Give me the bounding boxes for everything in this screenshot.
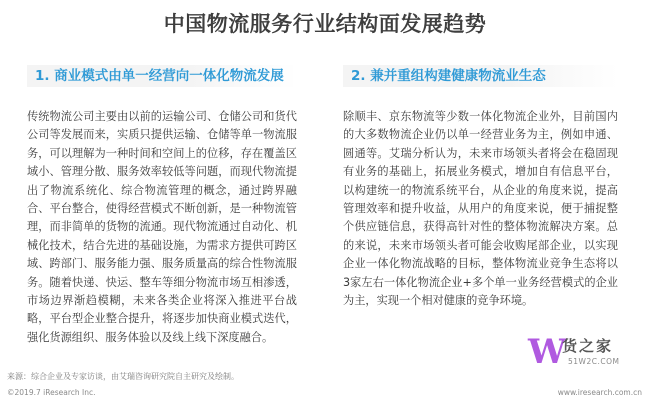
source-note: 来源：综合企业及专家访谈，由艾瑞咨询研究院自主研究及绘制。 <box>7 372 239 381</box>
right-section <box>343 65 618 310</box>
watermark-w-mark: W <box>528 332 567 372</box>
watermark-logo <box>528 331 638 375</box>
right-section-body: 除顺丰、京东物流等少数一体化物流企业外，目前国内的大多数物流企业仍以单一经营业务为主，例如申通、圆通等。艾瑞分析认为，未来市场领头者将会在稳固现有业务的基础上，拓展业务模式，增加自有信息平台，以构建统一的物流系统平台，从企业的角度来说，提高管理效率和提升收益，从用户的角度来说，便于捕捉整个供应链信息，获得高针对性的整体物流解决方案。总的来说，未来市场领头者可能会收购尾部企业，以实现企业一体化物流战略的目标，整体物流业竞争生态将以3家左右一体化物流企业+多个单一业务经营模式的企业为主，实现一个相对健康的竞争环境。 <box>343 110 618 308</box>
site-url: www.iresearch.com.cn <box>557 388 642 397</box>
left-section-heading: 1. 商业模式由单一经营向一体化物流发展 <box>27 65 297 87</box>
right-section-heading: 2. 兼并重组构建健康物流业生态 <box>343 65 618 87</box>
watermark-name: 货之家 <box>562 337 614 355</box>
copyright: ©2019.7 iResearch Inc. <box>7 388 96 397</box>
left-section <box>27 65 297 347</box>
page-title: 中国物流服务行业结构面发展趋势 <box>163 12 487 36</box>
watermark-domain: 51W2C.COM <box>568 357 620 366</box>
left-section-body: 传统物流公司主要由以前的运输公司、仓储公司和货代公司等发展而来，实质只提供运输、仓储等单一物流服务，可以理解为一种时间和空间上的位移，存在覆盖区域小、管理分散、服务效率较低等问题，而现代物流提出了物流系统化、综合物流管理的概念，通过跨界融合、平台整合，使得经营模式不断创新，是一种物流管理，而非简单的货物的流通。现代物流通过自动化、机械化技术，结合先进的基础设施，为需求方提供可跨区域、跨部门、服务能力强、服务质量高的综合性物流服务。随着快递、快运、整车等细分物流市场互相渗透，市场边界渐趋模糊，未来各类企业将深入推进平台战略，平台型企业整合提升，将逐步加快商业模式迭代，强化货源组织、服务体验以及线上线下深度融合。 <box>27 110 297 344</box>
